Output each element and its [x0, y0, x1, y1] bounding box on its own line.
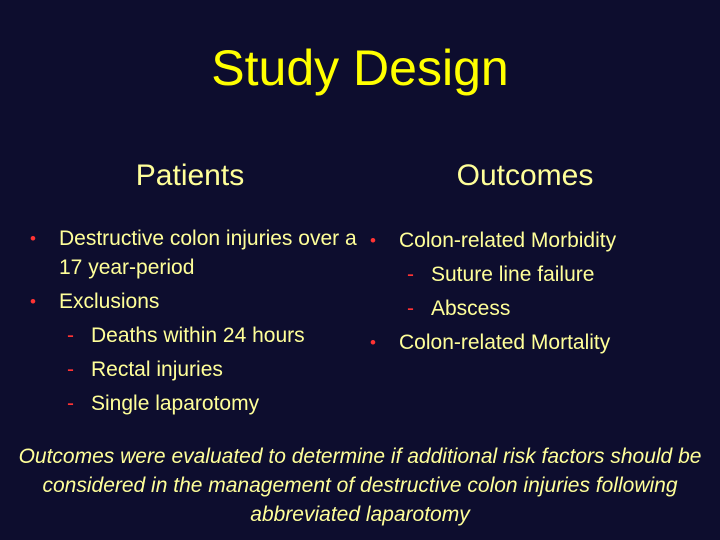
dash-icon: - — [407, 263, 414, 286]
dash-icon: - — [67, 392, 74, 415]
list-item-text: Exclusions — [59, 290, 160, 313]
sub-list-item — [30, 355, 360, 384]
sub-list-item — [30, 321, 360, 350]
sub-list-item — [370, 292, 700, 326]
sub-list-item — [30, 389, 360, 418]
sub-list-item-text: Suture line failure — [431, 263, 595, 286]
patients-list — [30, 224, 360, 418]
outcomes-list — [370, 224, 700, 360]
sub-list-item-text: Single laparotomy — [91, 392, 260, 415]
list-item — [30, 224, 360, 282]
list-item — [370, 224, 700, 258]
bullet-icon: • — [30, 292, 36, 311]
bullet-icon: • — [370, 333, 376, 352]
dash-icon: - — [67, 324, 74, 347]
list-item-text: Colon-related Morbidity — [399, 229, 617, 252]
sub-list-item-text: Abscess — [431, 297, 511, 320]
dash-icon: - — [407, 297, 414, 320]
bullet-icon: • — [370, 231, 376, 250]
list-item-text: Destructive colon injuries over a 17 year-period — [59, 227, 357, 279]
list-item-text: Colon-related Mortality — [399, 331, 611, 354]
dash-icon: - — [67, 358, 74, 381]
sub-list-item-text: Deaths within 24 hours — [91, 324, 305, 347]
sub-list-item-text: Rectal injuries — [91, 358, 223, 381]
list-item — [30, 287, 360, 316]
list-item — [370, 326, 700, 360]
patients-heading: Patients — [135, 159, 245, 192]
summary-text: Outcomes were evaluated to determine if additional risk factors should be considered in the management of destructive colon injuries following abbreviated laparotomy — [18, 445, 702, 526]
slide-title: Study Design — [211, 40, 509, 96]
outcomes-heading: Outcomes — [456, 159, 594, 192]
sub-list-item — [370, 258, 700, 292]
bullet-icon: • — [30, 229, 36, 248]
